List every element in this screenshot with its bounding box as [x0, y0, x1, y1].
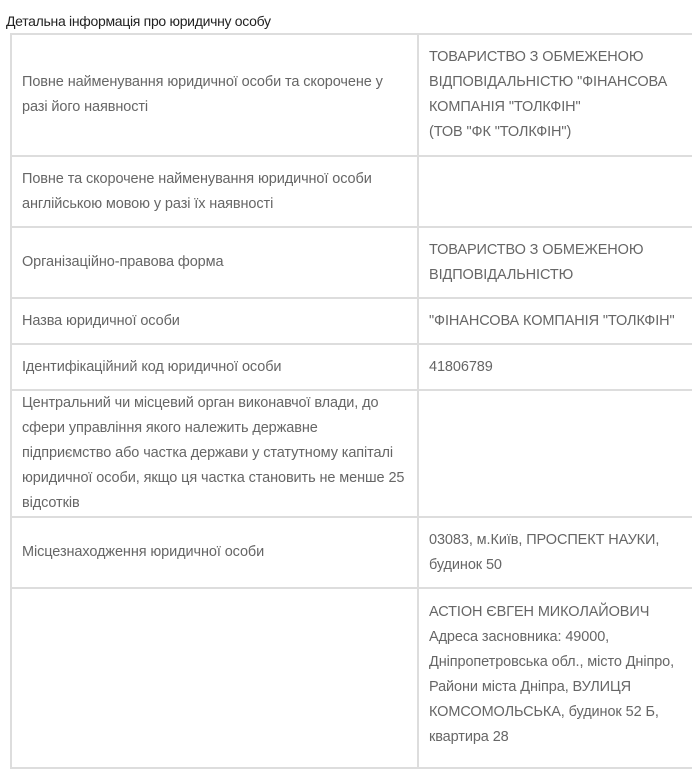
row-label: Організаційно-правова форма: [11, 227, 418, 298]
row-value: [418, 517, 692, 588]
founder-address-line: Дніпропетровська обл., місто Дніпро,: [429, 654, 675, 670]
row-value-empty: [418, 390, 692, 517]
table-row-entity-name: [11, 298, 692, 344]
table-row-founders: [11, 588, 692, 768]
value-line: "ФІНАНСОВА КОМПАНІЯ "ТОЛКФІН": [429, 312, 675, 329]
value-line: (ТОВ "ФК "ТОЛКФІН"): [429, 124, 572, 140]
row-value: [418, 34, 692, 156]
row-label: Повне та скорочене найменування юридичної особи англійською мовою у разі їх наявності: [11, 156, 418, 227]
founder-address-line: КОМСОМОЛЬСЬКА, будинок 52 Б,: [429, 704, 659, 720]
founder-address-line: Адреса засновника: 49000,: [429, 629, 610, 645]
row-label: Центральний чи місцевий орган виконавчої влади, до сфери управління якого належить державне підприємство або частка держави у статутному капіталі юридичної особи, якщо ця частка становить не менше 25 відсотків: [11, 390, 418, 517]
table-row-english-name: [11, 156, 692, 227]
value-line: 03083, м.Київ, ПРОСПЕКТ НАУКИ,: [429, 531, 660, 548]
row-value: [418, 344, 692, 390]
value-line: КОМПАНІЯ "ТОЛКФІН": [429, 99, 581, 115]
row-label: Повне найменування юридичної особи та скорочене у разі його наявності: [11, 34, 418, 156]
value-line: ВІДПОВІДАЛЬНІСТЮ "ФІНАНСОВА: [429, 74, 668, 90]
row-label: Ідентифікаційний код юридичної особи: [11, 344, 418, 390]
value-line: ТОВАРИСТВО З ОБМЕЖЕНОЮ: [429, 241, 644, 258]
row-value: [418, 298, 692, 344]
founder-name: АСТІОН ЄВГЕН МИКОЛАЙОВИЧ: [429, 604, 650, 620]
row-label: Назва юридичної особи: [11, 298, 418, 344]
value-line: ВІДПОВІДАЛЬНІСТЮ: [429, 266, 574, 283]
value-line: будинок 50: [429, 556, 502, 573]
legal-entity-info-table: [10, 33, 692, 769]
row-label: Місцезнаходження юридичної особи: [11, 517, 418, 588]
row-value: [418, 588, 692, 768]
section-title: Детальна інформація про юридичну особу: [6, 13, 271, 29]
value-line: 41806789: [429, 358, 493, 375]
row-label: [11, 588, 418, 768]
table-row-legal-form: [11, 227, 692, 298]
table-row-full-name: [11, 34, 692, 156]
founder-address-line: Райони міста Дніпра, ВУЛИЦЯ: [429, 679, 632, 695]
table-row-government-authority: [11, 390, 692, 517]
value-line: ТОВАРИСТВО З ОБМЕЖЕНОЮ: [429, 49, 644, 65]
table-row-id-code: [11, 344, 692, 390]
table-row-location: [11, 517, 692, 588]
row-value-empty: [418, 156, 692, 227]
founder-address-line: квартира 28: [429, 729, 509, 745]
row-value: [418, 227, 692, 298]
